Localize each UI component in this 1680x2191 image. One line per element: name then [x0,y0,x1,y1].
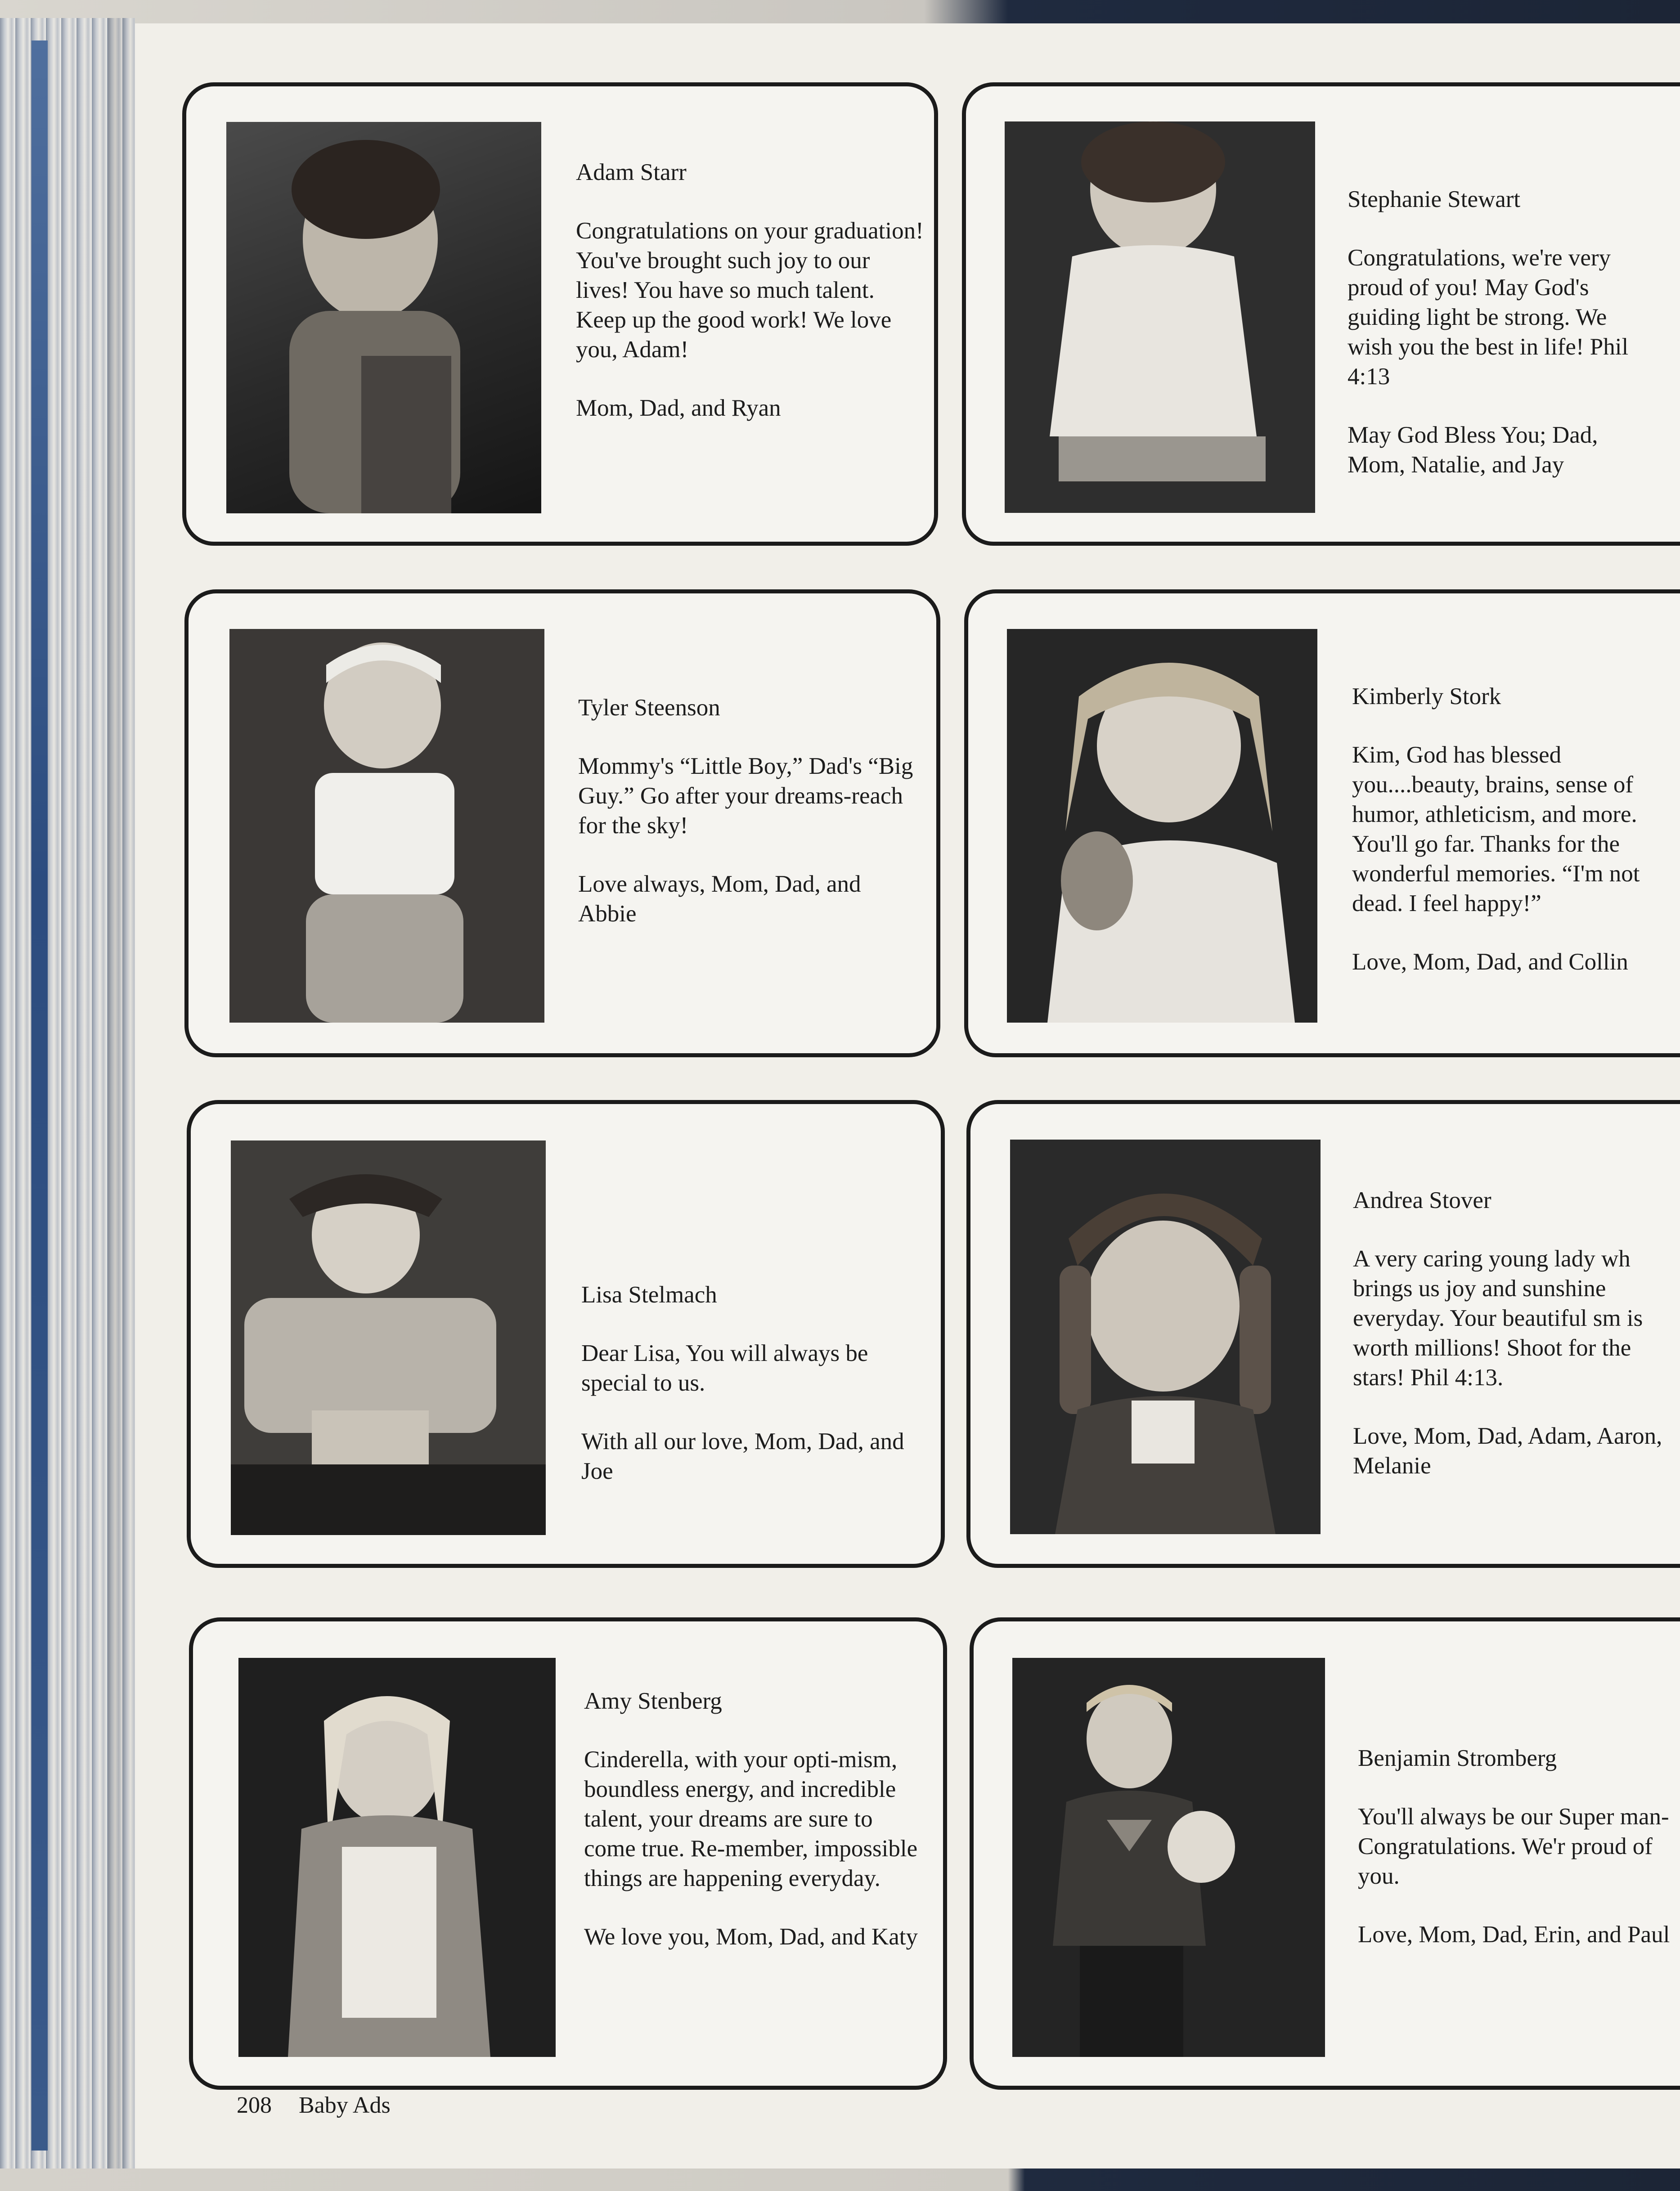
baby-photo [1005,121,1315,513]
page-bottom-edge [0,2169,1680,2191]
baby-name: Benjamin Stromberg [1358,1745,1557,1771]
baby-name: Stephanie Stewart [1348,186,1521,212]
baby-message: A very caring young lady wh brings us joy and sunshine everyday. Your beautiful sm is worth millions! Shoot for the stars! Phil 4:13. [1353,1246,1643,1391]
baby-photo [226,122,541,513]
baby-message: You'll always be our Super man-Congratulations. We'r proud of you. [1358,1804,1669,1889]
baby-name: Tyler Steenson [578,695,720,721]
baby-ad-text [578,693,920,929]
baby-photo [229,629,544,1023]
page-footer [237,2092,418,2119]
baby-signature: Love, Mom, Dad, Adam, Aaron, Melanie [1353,1423,1662,1479]
baby-message: Dear Lisa, You will always be special to us. [581,1340,868,1396]
baby-ad-text [1352,682,1676,977]
spine-blue-band [31,40,48,2151]
baby-ad-text [584,1686,926,1952]
baby-ad-text [576,157,927,423]
baby-photo [238,1658,556,2057]
page-top-edge [0,0,1680,23]
section-title: Baby Ads [299,2092,391,2118]
baby-name: Adam Starr [576,159,687,185]
baby-photo [231,1140,546,1535]
baby-signature: May God Bless You; Dad, Mom, Natalie, and Jay [1348,422,1598,478]
baby-ad-text [1348,184,1640,480]
baby-signature: Mom, Dad, and Ryan [576,395,781,421]
baby-name: Amy Stenberg [584,1688,722,1714]
baby-message: Mommy's “Little Boy,” Dad's “Big Guy.” Go after your dreams-reach for the sky! [578,753,913,839]
baby-message: Cinderella, with your opti-mism, boundless energy, and incredible talent, your dreams are sure to come true. Re-member, impossible things are happening everyday. [584,1747,918,1891]
baby-message: Kim, God has blessed you....beauty, brains, sense of humor, athleticism, and more. You'll go far. Thanks for the wonderful memories. “I'm not dead. I feel happy!” [1352,742,1640,916]
baby-signature: Love, Mom, Dad, and Collin [1352,949,1628,975]
baby-signature: Love, Mom, Dad, Erin, and Paul [1358,1922,1670,1948]
baby-signature: We love you, Mom, Dad, and Katy [584,1924,918,1950]
baby-message: Congratulations, we're very proud of you! May God's guiding light be strong. We wish you the best in life! Phil 4:13 [1348,245,1629,390]
baby-photo [1012,1658,1325,2057]
spine-shadow [108,18,135,2169]
baby-name: Andrea Stover [1353,1187,1491,1213]
baby-photo [1007,629,1317,1023]
baby-message: Congratulations on your graduation! You've brought such joy to our lives! You have so much talent. Keep up the good work! We love you, Adam! [576,218,924,363]
baby-name: Kimberly Stork [1352,683,1501,709]
baby-name: Lisa Stelmach [581,1282,717,1308]
baby-ad-text [581,1280,923,1486]
baby-signature: Love always, Mom, Dad, and Abbie [578,871,861,927]
page-number: 208 [237,2092,272,2118]
baby-ad-text [1358,1743,1680,1949]
baby-photo [1010,1140,1321,1534]
baby-ad-text [1353,1185,1677,1481]
baby-signature: With all our love, Mom, Dad, and Joe [581,1428,904,1484]
